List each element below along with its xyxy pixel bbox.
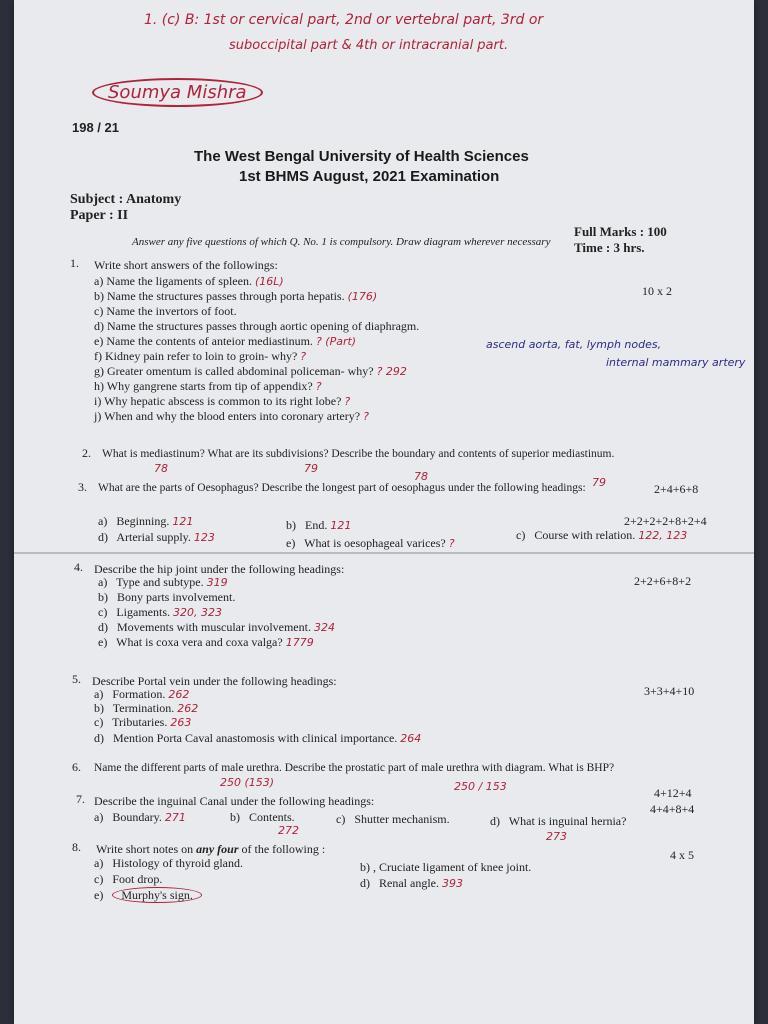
candidate-signature: Soumya Mishra bbox=[92, 78, 263, 107]
q1-margin-note-1: ascend aorta, fat, lymph nodes, bbox=[486, 338, 662, 351]
instructions: Answer any five questions of which Q. No. 1 is compulsory. Draw diagram wherever necessary bbox=[132, 236, 551, 248]
q1-item-e: e) Name the contents of anteior mediastinum. ? (Part) bbox=[94, 334, 357, 348]
top-note-line2: suboccipital part & 4th or intracranial part. bbox=[229, 38, 509, 53]
q5-item-a: a) Formation. 262 bbox=[94, 687, 190, 701]
q8-text: Write short notes on any four of the following : bbox=[96, 842, 326, 856]
exam-title: 1st BHMS August, 2021 Examination bbox=[239, 168, 500, 185]
full-marks: Full Marks : 100 bbox=[574, 224, 667, 239]
q6-number: 6. bbox=[72, 760, 81, 774]
q4-item-a: a) Type and subtype. 319 bbox=[98, 575, 228, 589]
time-allowed: Time : 3 hrs. bbox=[574, 240, 645, 255]
q3-marks: 2+2+2+2+8+2+4 bbox=[624, 514, 707, 528]
q3-item-d: d) Arterial supply. 123 bbox=[98, 530, 215, 544]
q5-item-b: b) Termination. 262 bbox=[94, 701, 199, 715]
q5-text: Describe Portal vein under the following headings: bbox=[92, 674, 337, 688]
q8-item-e: e) Murphy's sign. bbox=[94, 888, 202, 903]
q7-marks: 4+4+8+4 bbox=[650, 802, 695, 816]
q7-text: Describe the inguinal Canal under the following headings: bbox=[94, 794, 375, 808]
q4-item-c: c) Ligaments. 320, 323 bbox=[98, 605, 222, 619]
q1-stem: Write short answers of the followings: bbox=[94, 258, 278, 272]
q3-item-a: a) Beginning. 121 bbox=[98, 514, 194, 528]
q1-item-g: g) Greater omentum is called abdominal policeman- why? ? 292 bbox=[94, 364, 407, 378]
q2-text: What is mediastinum? What are its subdivisions? Describe the boundary and contents of superior mediastinum. bbox=[102, 448, 615, 460]
q4-item-b: b) Bony parts involvement. bbox=[98, 590, 236, 604]
q1-item-c: c) Name the invertors of foot. bbox=[94, 304, 237, 318]
q4-number: 4. bbox=[74, 560, 83, 574]
paper-fold-line bbox=[14, 552, 754, 554]
q2-number: 2. bbox=[82, 446, 91, 460]
q1-item-i: i) Why hepatic abscess is common to its right lobe? ? bbox=[94, 394, 351, 408]
q3-item-b: b) End. 121 bbox=[286, 518, 352, 532]
q2-note-4: 79 bbox=[592, 476, 606, 489]
q1-item-a: a) Name the ligaments of spleen. (16L) bbox=[94, 274, 284, 288]
q2-note-2: 79 bbox=[304, 462, 318, 475]
q7-item-d: d) What is inguinal hernia? bbox=[490, 814, 627, 828]
q2-note-3: 78 bbox=[414, 470, 428, 483]
q2-note-1: 78 bbox=[154, 462, 168, 475]
q3-number: 3. bbox=[78, 480, 87, 494]
q6-marks: 4+12+4 bbox=[654, 786, 692, 800]
q4-marks: 2+2+6+8+2 bbox=[634, 574, 692, 588]
q4-item-d: d) Movements with muscular involvement. 324 bbox=[98, 620, 335, 634]
exam-paper bbox=[14, 0, 754, 1024]
q5-item-d: d) Mention Porta Caval anastomosis with clinical importance. 264 bbox=[94, 731, 422, 745]
q7-number: 7. bbox=[76, 792, 85, 806]
paper-code: 198 / 21 bbox=[72, 120, 119, 135]
q5-marks: 3+3+4+10 bbox=[644, 684, 695, 698]
q3-item-c: c) Course with relation. 122, 123 bbox=[516, 528, 688, 542]
q6-text: Name the different parts of male urethra. Describe the prostatic part of male urethra with diagram. What is BHP? bbox=[94, 762, 615, 774]
q4-item-e: e) What is coxa vera and coxa valga? 1779 bbox=[98, 635, 314, 649]
q2-marks: 2+4+6+8 bbox=[654, 482, 699, 496]
q1-margin-note-2: internal mammary artery bbox=[606, 356, 746, 369]
q6-note-1: 250 (153) bbox=[220, 776, 275, 789]
q7-item-b-note: 272 bbox=[278, 824, 299, 837]
university-name: The West Bengal University of Health Sciences bbox=[194, 148, 529, 165]
q7-item-d-note: 273 bbox=[546, 830, 567, 843]
q6-note-2: 250 / 153 bbox=[454, 780, 507, 793]
q1-item-d: d) Name the structures passes through aortic opening of diaphragm. bbox=[94, 319, 420, 333]
q7-item-c: c) Shutter mechanism. bbox=[336, 812, 450, 826]
q3-item-e: e) What is oesophageal varices? ? bbox=[286, 536, 455, 550]
q8-marks: 4 x 5 bbox=[670, 848, 694, 862]
q8-item-d: d) Renal angle. 393 bbox=[360, 876, 463, 890]
q1-item-h: h) Why gangrene starts from tip of appendix? ? bbox=[94, 379, 322, 393]
subject: Subject : Anatomy bbox=[70, 192, 182, 207]
q1-number: 1. bbox=[70, 256, 79, 270]
q5-number: 5. bbox=[72, 672, 81, 686]
q5-item-c: c) Tributaries. 263 bbox=[94, 715, 192, 729]
q8-item-a: a) Histology of thyroid gland. bbox=[94, 856, 243, 870]
paper-number: Paper : II bbox=[70, 208, 129, 223]
q1-item-f: f) Kidney pain refer to loin to groin- why? ? bbox=[94, 349, 307, 363]
q1-marks: 10 x 2 bbox=[642, 284, 672, 298]
q7-item-b: b) Contents. bbox=[230, 810, 295, 824]
q4-text: Describe the hip joint under the following headings: bbox=[94, 562, 345, 576]
q7-item-a: a) Boundary. 271 bbox=[94, 810, 186, 824]
q8-item-c: c) Foot drop. bbox=[94, 872, 163, 886]
q3-text: What are the parts of Oesophagus? Describe the longest part of oesophagus under the following headings: bbox=[98, 482, 586, 494]
q8-number: 8. bbox=[72, 840, 81, 854]
q8-item-b: b) , Cruciate ligament of knee joint. bbox=[360, 860, 532, 874]
top-note-line1: 1. (c) B: 1st or cervical part, 2nd or vertebral part, 3rd or bbox=[144, 12, 544, 28]
q1-item-b: b) Name the structures passes through porta hepatis. (176) bbox=[94, 289, 378, 303]
q1-item-j: j) When and why the blood enters into coronary artery? ? bbox=[94, 409, 369, 423]
